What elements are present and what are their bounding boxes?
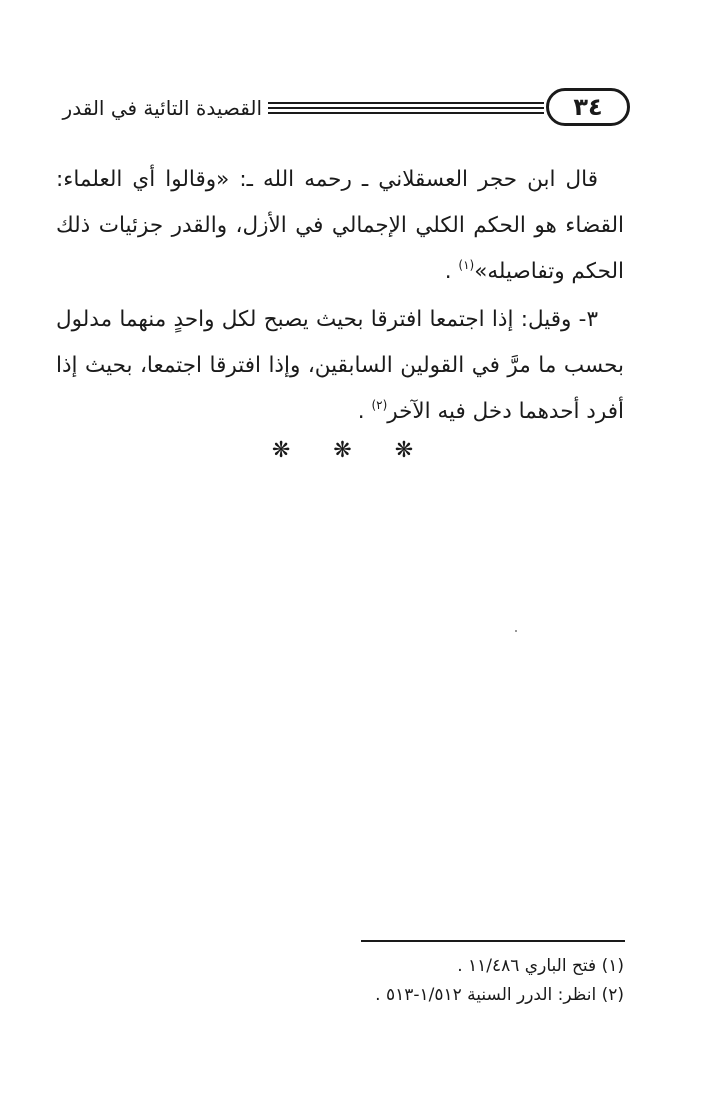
page-number: ٣٤: [573, 93, 603, 121]
paragraph: [56, 297, 624, 435]
scan-speck: [515, 630, 517, 632]
footnote-reference: (٢): [371, 398, 388, 412]
paragraph: [56, 157, 624, 295]
header-rule: [268, 102, 544, 114]
header-rule-line: [268, 102, 544, 104]
page-header: [52, 86, 630, 132]
page-number-frame: [546, 88, 630, 126]
header-rule-line: [268, 107, 544, 109]
footnote: (١) فتح الباري ١١/٤٨٦ .: [457, 956, 624, 976]
header-rule-line: [268, 112, 544, 114]
footnote: (٢) انظر: الدرر السنية ١/٥١٢-٥١٣ .: [375, 985, 624, 1005]
paragraph-end: .: [357, 399, 372, 424]
running-title: القصيدة التائية في القدر: [62, 96, 262, 120]
paragraph-text: ٣- وقيل: إذا اجتمعا افترقا بحيث يصبح لكل واحدٍ منهما مدلول بحسب ما مرَّ في القولين السابقين، وإذا افترقا اجتمعا، بحيث إذا أفرد أحدهما دخل فيه الآخر: [56, 307, 624, 424]
main-text: [56, 157, 624, 435]
footnotes: [200, 952, 624, 1010]
footnote-reference: (١): [458, 258, 475, 272]
paragraph-text: قال ابن حجر العسقلاني ـ رحمه الله ـ: «وقالوا أي العلماء: القضاء هو الحكم الكلي الإجمالي في الأزل، والقدر جزئيات ذلك الحكم وتفاصيله»: [56, 167, 624, 284]
paragraph-end: .: [444, 259, 459, 284]
section-separator: ❋ ❋ ❋: [271, 438, 432, 463]
footnote-rule: [361, 940, 625, 942]
